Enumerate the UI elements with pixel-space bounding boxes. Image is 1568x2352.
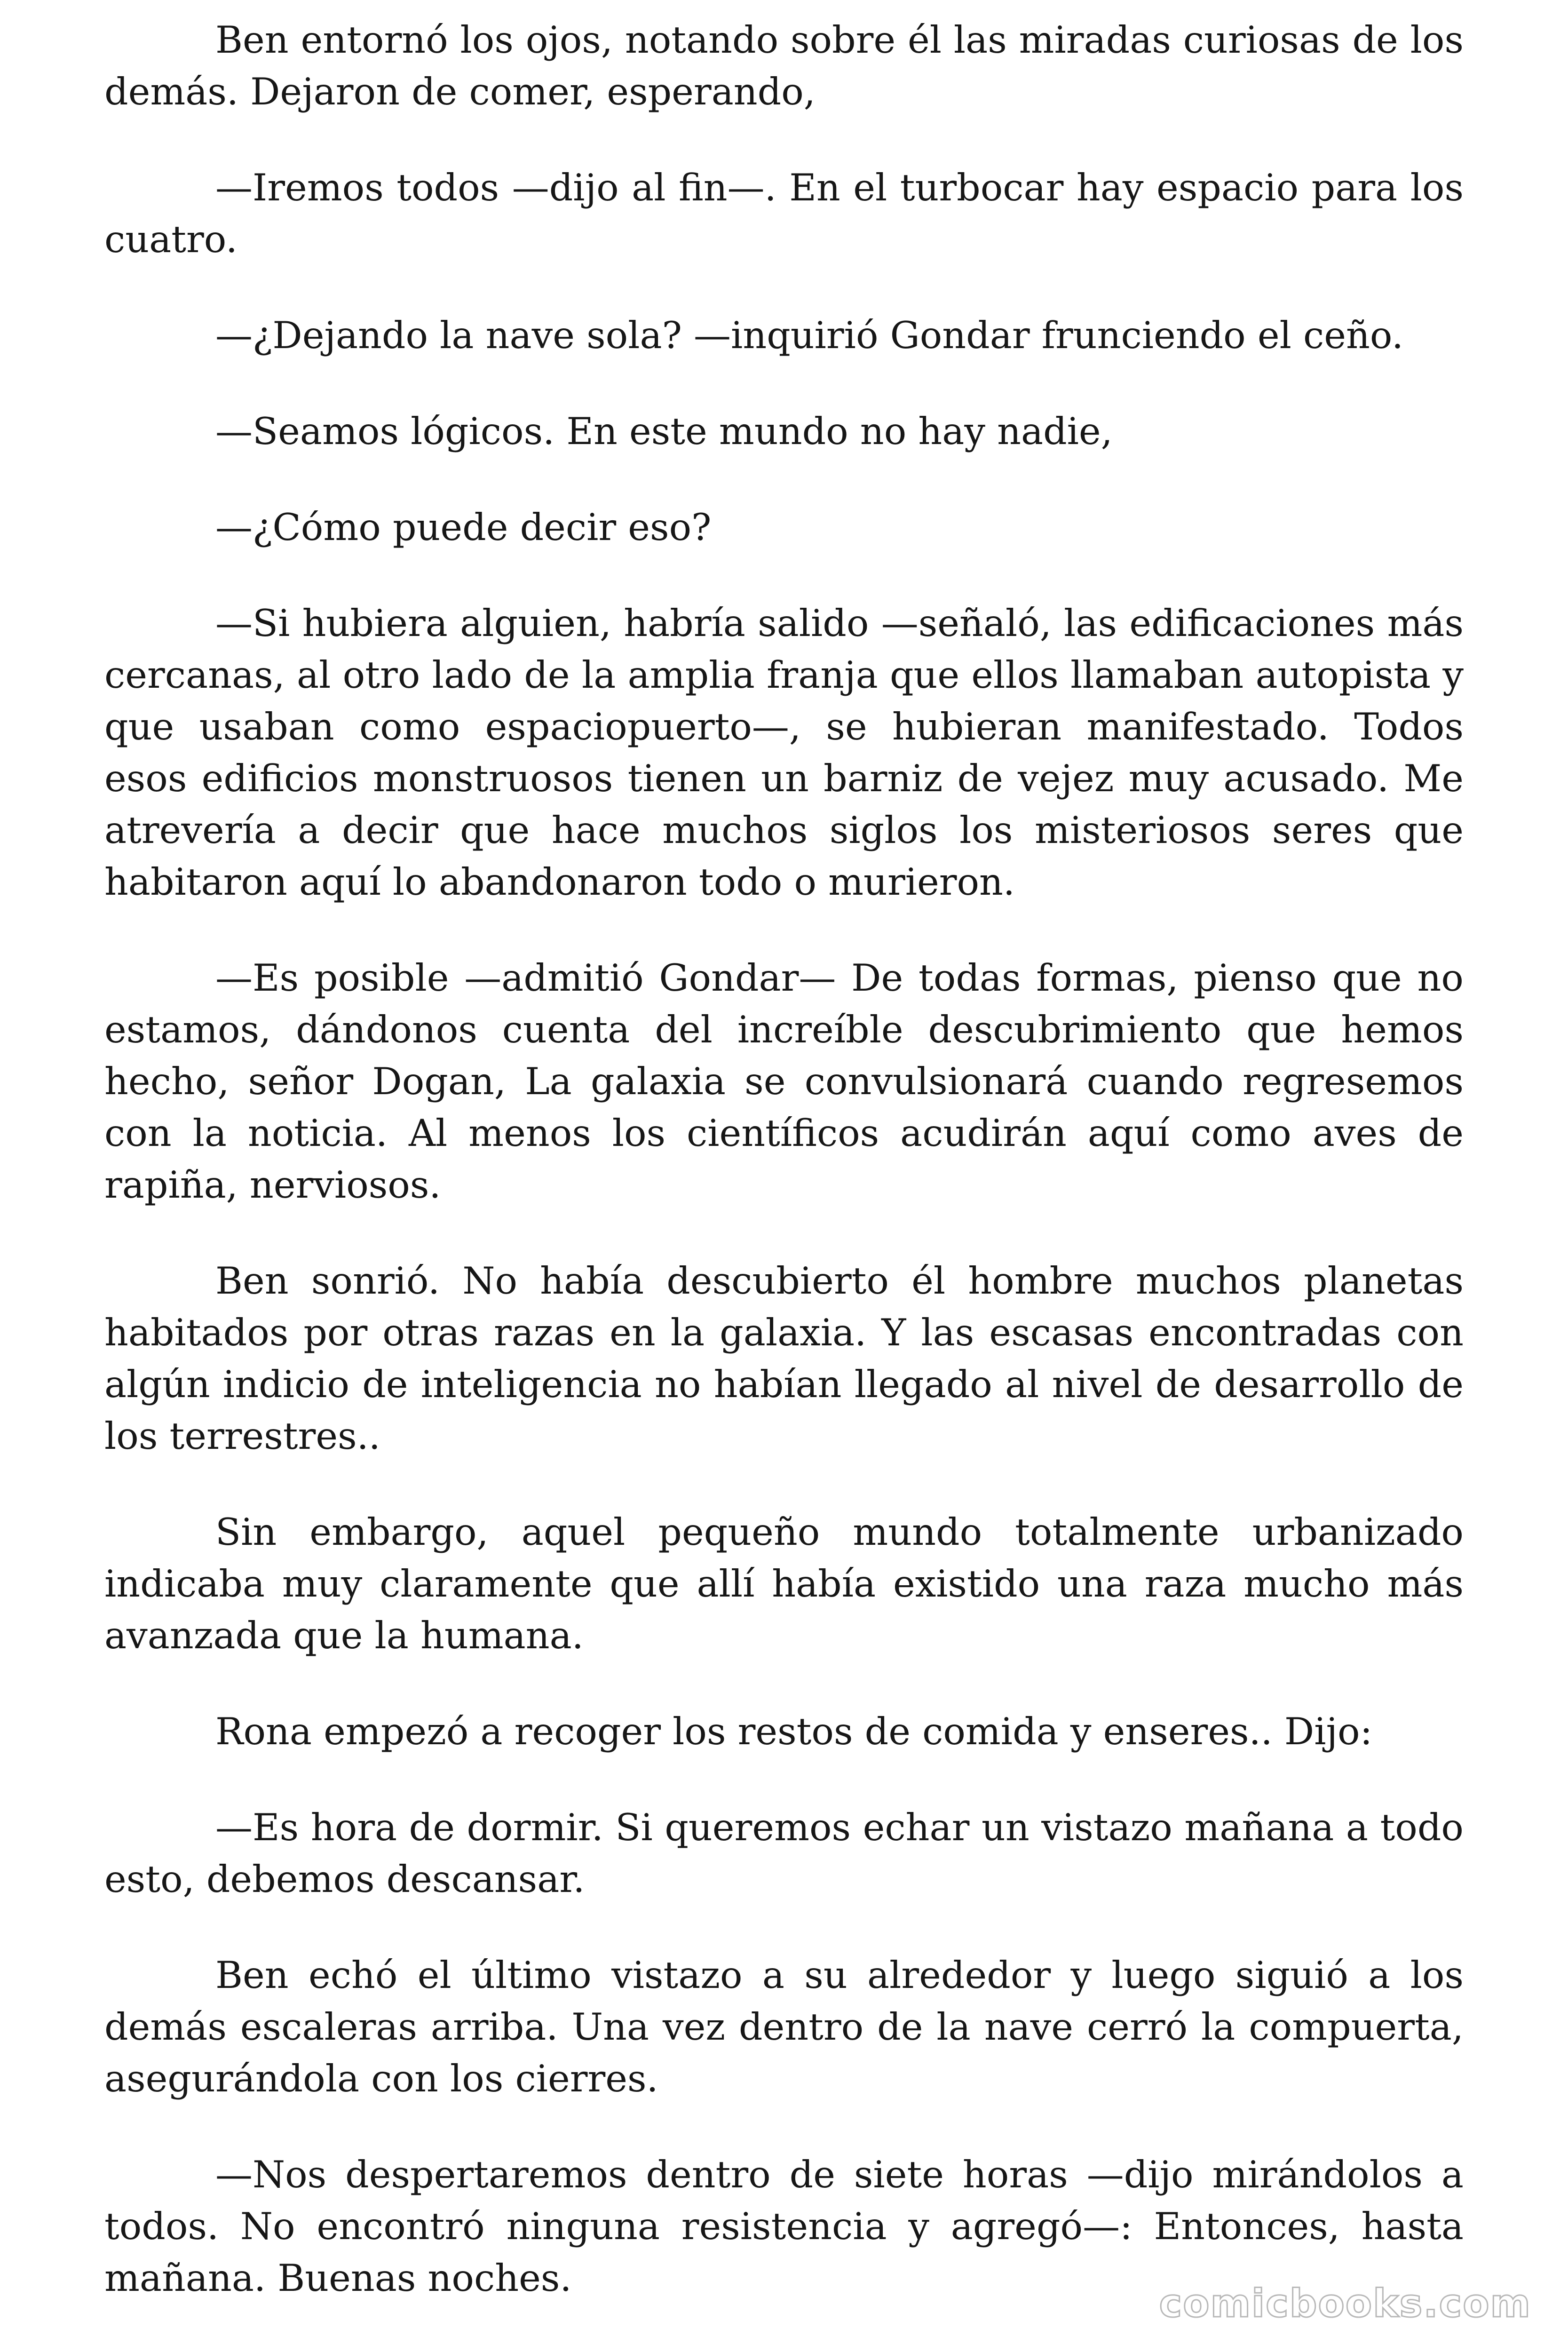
paragraph: Rona empezó a recoger los restos de comida y enseres.. Dijo:	[215, 1710, 1373, 1753]
paragraph: Sin embargo, aquel pequeño mundo totalmente urbanizado indicaba muy claramente que allí había existido una raza mucho más avanzada que la humana.	[104, 1510, 1464, 1657]
paragraph: —Nos despertaremos dentro de siete horas —dijo mirándolos a todos. No encontró ninguna resistencia y agregó—: Entonces, hasta mañana. Buenas noches.	[104, 2153, 1464, 2300]
paragraph: Ben echó el último vistazo a su alrededor y luego siguió a los demás escaleras arriba. Una vez dentro de la nave cerró la compuerta, asegurándola con los cierres.	[104, 1954, 1464, 2100]
text-column	[104, 14, 1464, 2304]
paragraph: Ben sonrió. No había descubierto él hombre muchos planetas habitados por otras razas en la galaxia. Y las escasas encontradas con algún indicio de inteligencia no habían llegado al nivel de desarrollo de los terrestres..	[104, 1259, 1464, 1458]
paragraph: —¿Dejando la nave sola? —inquirió Gondar frunciendo el ceño.	[215, 314, 1404, 357]
paragraph: —Seamos lógicos. En este mundo no hay nadie,	[215, 410, 1113, 453]
watermark: comicbooks.com	[1159, 2281, 1531, 2326]
paragraph: —Iremos todos —dijo al fin—. En el turbocar hay espacio para los cuatro.	[104, 166, 1464, 261]
paragraph: —Es hora de dormir. Si queremos echar un vistazo mañana a todo esto, debemos descansar.	[104, 1806, 1464, 1901]
paragraph: —¿Cómo puede decir eso?	[215, 506, 712, 549]
paragraph: Ben entornó los ojos, notando sobre él las miradas curiosas de los demás. Dejaron de comer, esperando,	[104, 18, 1464, 113]
paragraph: —Si hubiera alguien, habría salido —señaló, las edificaciones más cercanas, al otro lado de la amplia franja que ellos llamaban autopista y que usaban como espaciopuerto—, se hubieran manifestado. Todos esos edificios monstruosos tienen un barniz de vejez muy acusado. Me atrevería a decir que hace muchos siglos los misteriosos seres que habitaron aquí lo abandonaron todo o murieron.	[104, 602, 1464, 904]
paragraph: —Es posible —admitió Gondar— De todas formas, pienso que no estamos, dándonos cuenta del increíble descubrimiento que hemos hecho, señor Dogan, La galaxia se convulsionará cuando regresemos con la noticia. Al menos los científicos acudirán aquí como aves de rapiña, nerviosos.	[104, 956, 1464, 1207]
